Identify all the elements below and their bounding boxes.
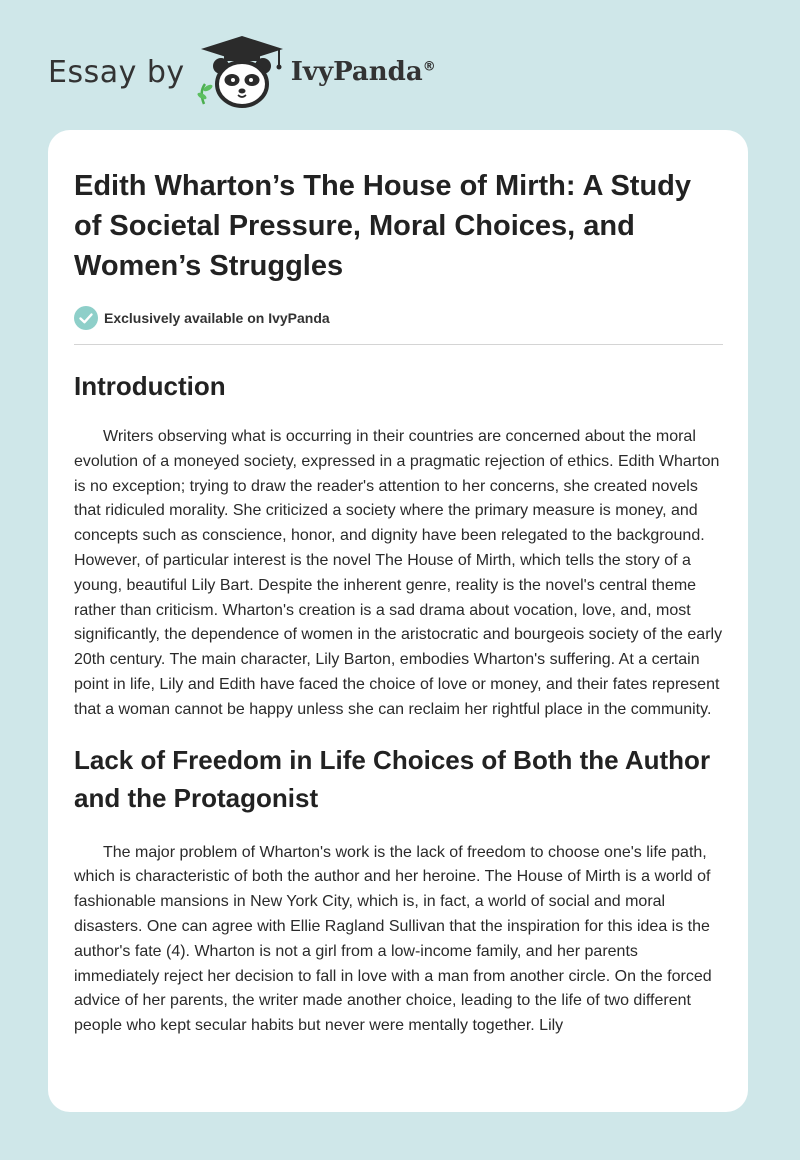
- brand-prefix: Essay by: [48, 54, 185, 90]
- section-body-introduction: Writers observing what is occurring in their countries are concerned about the moral evolution of a moneyed society, expressed in a pragmatic rejection of ethics. Edith Wharton is no exception; trying to draw the reader's attention to her concerns, she created novels that ridiculed morality. She criticized a society where the primary measure is money, and concepts such as conscience, honor, and dignity have been relegated to the background. However, of particular interest is the novel The House of Mirth, which tells the story of a young, beautiful Lily Bart. Despite the inherent genre, reality is the novel's central theme rather than criticism. Wharton's creation is a sad drama about vocation, love, and, most significantly, the dependence of women in the aristocratic and bourgeois society of the early 20th century. The main character, Lily Barton, embodies Wharton's suffering. At a certain point in life, Lily and Edith have faced the choice of love or money, and their fates represent that a woman cannot be happy unless she can reclaim her rightful place in the community.: [74, 428, 723, 718]
- panda-graduate-icon: [197, 34, 287, 110]
- registered-mark: ®: [422, 59, 436, 75]
- divider: [74, 344, 723, 345]
- exclusive-badge-text: Exclusively available on IvyPanda: [104, 310, 330, 326]
- section-body-lack-of-freedom: The major problem of Wharton's work is the lack of freedom to choose one's life path, which is characteristic of both the author and her heroine. The House of Mirth is a world of fashionable mansions in New York City, which is, in fact, a world of social and moral disasters. One can agree with Ellie Ragland Sullivan that the inspiration for this idea is the author's fate (4). Wharton is not a girl from a low-income family, and her parents immediately reject her decision to fall in love with a man from another circle. On the forced advice of her parents, the writer made another choice, leading to the life of two different people who kept secular habits but never were mentally together. Lily: [74, 843, 712, 1035]
- exclusive-badge: [74, 306, 724, 330]
- essay-content: [74, 166, 724, 1039]
- essay-card: [48, 130, 748, 1112]
- checkmark-badge-icon: [74, 306, 98, 330]
- section-heading-introduction: Introduction: [74, 371, 226, 401]
- page-title: Edith Wharton’s The House of Mirth: A Study of Societal Pressure, Moral Choices, and Women’s Struggles: [74, 170, 692, 282]
- brand-header[interactable]: [48, 32, 436, 112]
- brand-name: IvyPanda®: [290, 57, 436, 87]
- section-heading-lack-of-freedom: Lack of Freedom in Life Choices of Both the Author and the Protagonist: [74, 744, 711, 813]
